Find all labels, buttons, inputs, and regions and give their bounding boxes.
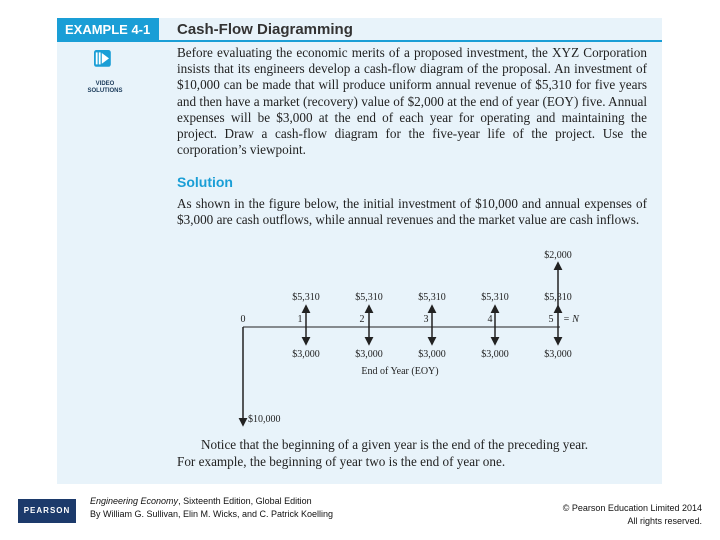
n-label: = N <box>563 314 579 325</box>
example-label: EXAMPLE 4-1 <box>57 18 159 42</box>
inflow-label: $5,310 <box>292 292 320 303</box>
inflow-label: $5,310 <box>355 292 383 303</box>
book-citation <box>90 495 333 521</box>
market-value-label: $2,000 <box>544 250 572 261</box>
pearson-logo: PEARSON <box>18 499 76 523</box>
initial-investment-label: $10,000 <box>248 414 281 425</box>
copyright-line: © Pearson Education Limited 2014 <box>562 503 702 513</box>
book-authors: By William G. Sullivan, Elin M. Wicks, and C. Patrick Koelling <box>90 509 334 519</box>
period-label: 1 <box>297 314 303 325</box>
note-text <box>177 436 652 470</box>
outflow-label: $3,000 <box>292 349 320 360</box>
inflow-label: $5,310 <box>544 292 572 303</box>
period-label: 4 <box>487 314 493 325</box>
solution-heading: Solution <box>177 174 233 190</box>
problem-statement: Before evaluating the economic merits of a proposed investment, the XYZ Corporation insists that its engineers develop a cash-flow diagram of the proposal. An investment of $10,000 can be made that will produce uniform annual revenue of $5,310 for five years and then have a market (recovery) value of $2,000 at the end of year (EOY) five. Annual expenses will be $3,000 at the end of each year for operating and maintaining the project. Draw a cash-flow diagram for the five-year life of the project. Use the corporation’s viewpoint. <box>177 45 647 158</box>
example-title: Cash-Flow Diagramming <box>177 21 353 38</box>
book-edition: , Sixteenth Edition, Global Edition <box>178 496 312 506</box>
rights-line: All rights reserved. <box>627 516 702 526</box>
book-title: Engineering Economy <box>90 496 179 506</box>
period-label: 0 <box>240 314 246 325</box>
note-line-2: For example, the beginning of year two is the end of year one. <box>177 454 506 469</box>
period-label: 2 <box>359 314 365 325</box>
outflow-label: $3,000 <box>481 349 509 360</box>
copyright <box>563 502 702 528</box>
period-label: 3 <box>423 314 429 325</box>
outflow-label: $3,000 <box>544 349 572 360</box>
outflow-label: $3,000 <box>355 349 383 360</box>
inflow-label: $5,310 <box>418 292 446 303</box>
video-solutions-label: VIDEO SOLUTIONS <box>87 81 123 94</box>
outflow-label: $3,000 <box>418 349 446 360</box>
inflow-label: $5,310 <box>481 292 509 303</box>
axis-label: End of Year (EOY) <box>361 366 439 377</box>
note-line-1: Notice that the beginning of a given year is the end of the preceding year. <box>201 437 589 452</box>
solution-text: As shown in the figure below, the initial investment of $10,000 and annual expenses of $3,000 are cash outflows, while annual revenues and the market value are cash inflows. <box>177 196 647 228</box>
period-label: 5 <box>548 314 554 325</box>
